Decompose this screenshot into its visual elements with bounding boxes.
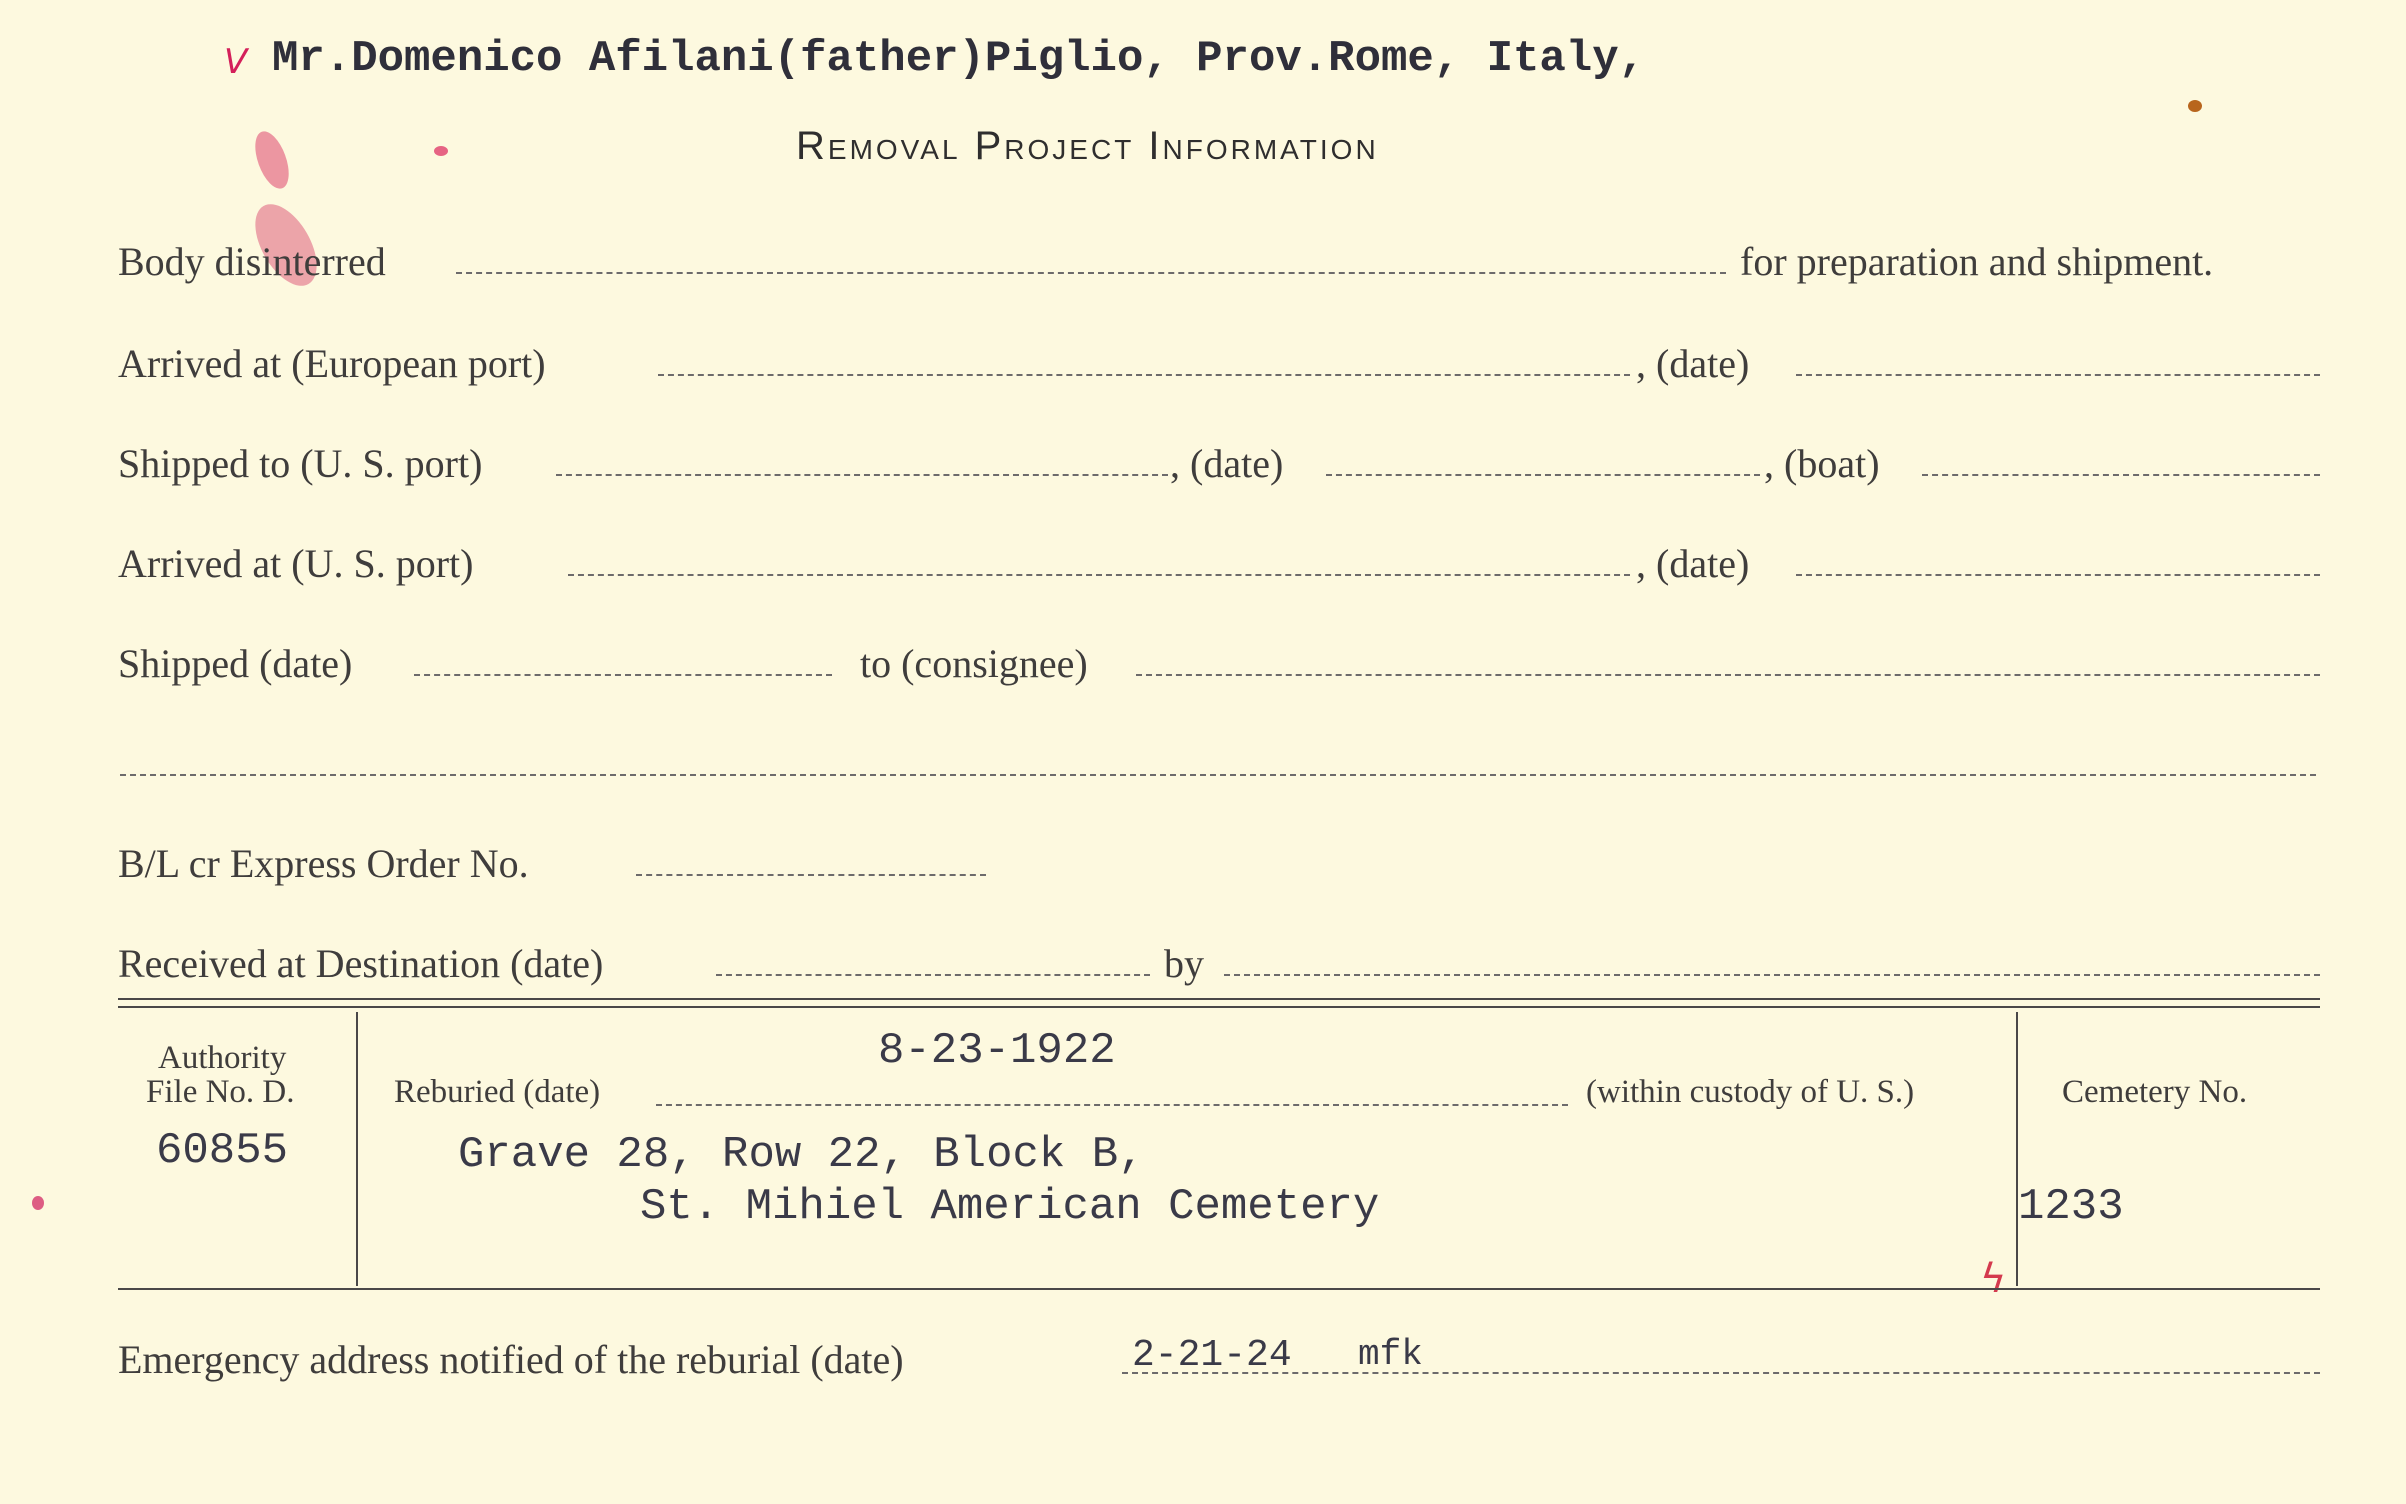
- date-label: , (date): [1636, 341, 1750, 386]
- red-stain-mark: [32, 1196, 44, 1210]
- within-custody-label: (within custody of U. S.): [1586, 1074, 1915, 1110]
- received-date-field: [716, 974, 1150, 976]
- red-stain-mark: [434, 146, 448, 156]
- european-port-date-field: [1796, 374, 2320, 376]
- emergency-address-label: Emergency address notified of the reburial (date): [118, 1337, 904, 1382]
- red-pencil-tick: ϟ: [1980, 1256, 2007, 1302]
- body-disinterred-field: [456, 272, 1726, 274]
- authority-divider: [356, 1012, 358, 1286]
- reburied-date-label: Reburied (date): [394, 1074, 601, 1110]
- shipped-to-us-port-label: Shipped to (U. S. port): [118, 441, 483, 486]
- page-title: Removal Project Information: [796, 124, 1379, 168]
- arrived-us-port-label: Arrived at (U. S. port): [118, 541, 474, 586]
- shipped-date-field: [1326, 474, 1760, 476]
- by-label: by: [1164, 941, 1204, 986]
- arrived-us-port-field: [568, 574, 1630, 576]
- reburied-date-value: 8-23-1922: [878, 1026, 1116, 1076]
- body-disinterred-label: Body disinterred: [118, 239, 386, 284]
- bl-express-field: [636, 874, 986, 876]
- received-destination-label: Received at Destination (date): [118, 941, 604, 986]
- us-port-field: [556, 474, 1168, 476]
- authority-label: Authority: [158, 1040, 287, 1076]
- brown-dot-mark: [2188, 100, 2202, 112]
- boat-field: [1922, 474, 2320, 476]
- grave-location-line2: St. Mihiel American Cemetery: [640, 1182, 1380, 1232]
- authority-file-number: 60855: [156, 1126, 289, 1176]
- arrived-european-port-label: Arrived at (European port): [118, 341, 546, 386]
- consignee-field: [1136, 674, 2320, 676]
- box-top-rule: [118, 998, 2320, 1000]
- emergency-date-value: 2-21-24: [1132, 1334, 1292, 1377]
- emergency-date-field: [1122, 1372, 2320, 1374]
- typed-addressee: Mr.Domenico Afilani(father)Piglio, Prov.Rome, Italy,: [272, 34, 1646, 84]
- european-port-field: [658, 374, 1630, 376]
- bl-express-label: B/L cr Express Order No.: [118, 841, 529, 886]
- consignee-continuation-field: [120, 774, 2316, 776]
- date-label: , (date): [1170, 441, 1284, 486]
- file-no-label: File No. D.: [146, 1074, 295, 1110]
- clerk-initials: mfk: [1358, 1334, 1423, 1375]
- box-top-rule: [118, 1006, 2320, 1008]
- received-by-field: [1224, 974, 2320, 976]
- arrived-us-date-field: [1796, 574, 2320, 576]
- box-bottom-rule: [118, 1288, 2320, 1290]
- grave-location-line1: Grave 28, Row 22, Block B,: [458, 1130, 1145, 1180]
- shipped-date-label: Shipped (date): [118, 641, 353, 686]
- cemetery-number: 1233: [2018, 1182, 2124, 1232]
- shipped-date-field: [414, 674, 832, 676]
- boat-label: , (boat): [1764, 441, 1880, 486]
- reburied-date-field: [656, 1104, 1568, 1106]
- cemetery-no-label: Cemetery No.: [2062, 1074, 2248, 1110]
- date-label: , (date): [1636, 541, 1750, 586]
- for-preparation-label: for preparation and shipment.: [1740, 239, 2214, 284]
- to-consignee-label: to (consignee): [860, 641, 1088, 686]
- red-stain-mark: [249, 127, 296, 193]
- cemetery-divider: [2016, 1012, 2018, 1286]
- check-mark: V: [224, 42, 248, 82]
